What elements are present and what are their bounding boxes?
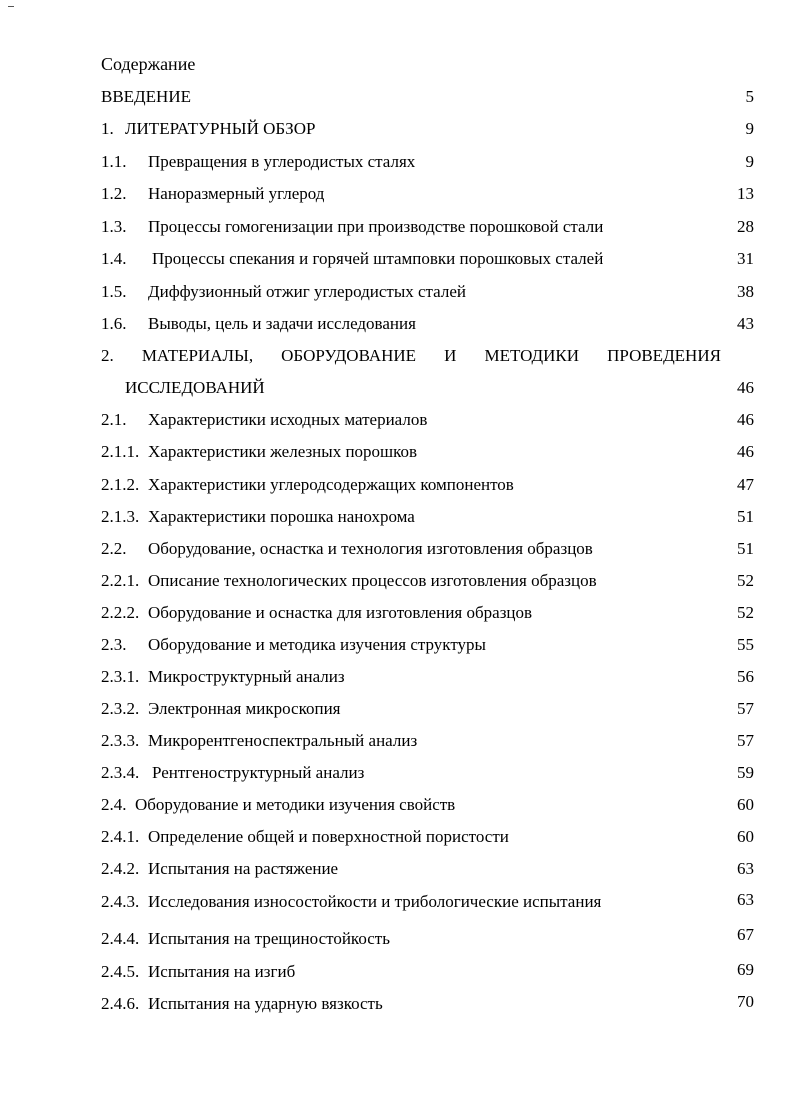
toc-entry-2-line2 bbox=[0, 377, 792, 399]
toc-entry-page: 59 bbox=[737, 763, 754, 782]
toc-entry-number: 2.3.1. bbox=[101, 667, 140, 686]
toc-entry-2-4 bbox=[0, 794, 792, 816]
toc-entry-1-6 bbox=[0, 313, 792, 335]
toc-entry-number: 2. bbox=[101, 346, 114, 365]
toc-entry-title: Характеристики исходных материалов bbox=[148, 410, 428, 429]
toc-entry-title-word: ПРОВЕДЕНИЯ bbox=[607, 346, 721, 365]
toc-entry-page: 60 bbox=[737, 827, 754, 846]
toc-entry-number: 2.1. bbox=[101, 410, 127, 429]
toc-entry-title-word: МАТЕРИАЛЫ, bbox=[141, 346, 254, 365]
toc-entry-2-2-1 bbox=[0, 570, 792, 592]
toc-entry-2-3-2 bbox=[0, 698, 792, 720]
toc-entry-number: 2.2.2. bbox=[101, 603, 140, 622]
toc-entry-2-3-4 bbox=[0, 762, 792, 784]
toc-entry-title: Микроструктурный анализ bbox=[148, 667, 345, 686]
toc-entry-number: 1.4. bbox=[101, 249, 127, 268]
toc-entry-page: 13 bbox=[737, 184, 754, 203]
toc-entry-title: ЛИТЕРАТУРНЫЙ ОБЗОР bbox=[125, 119, 316, 138]
toc-entry-page: 55 bbox=[737, 635, 754, 654]
toc-heading: Содержание bbox=[101, 54, 196, 74]
toc-entry-title: Наноразмерный углерод bbox=[148, 184, 325, 203]
toc-entry-title-word: МЕТОДИКИ bbox=[484, 346, 580, 365]
toc-entry-page: 63 bbox=[737, 890, 754, 909]
toc-entry-number: 1. bbox=[101, 119, 114, 138]
toc-entry-number: 2.3.2. bbox=[101, 699, 140, 718]
toc-entry-page: 46 bbox=[737, 410, 754, 429]
toc-entry-page: 46 bbox=[737, 378, 754, 397]
toc-entry-number: 2.4.3. bbox=[101, 892, 140, 911]
toc-entry-page: 57 bbox=[737, 699, 754, 718]
toc-entry-number: 2.3.3. bbox=[101, 731, 140, 750]
scan-mark bbox=[8, 6, 14, 7]
toc-entry-number: 2.2.1. bbox=[101, 571, 140, 590]
toc-entry-page: 9 bbox=[745, 152, 754, 171]
toc-entry-page: 9 bbox=[745, 119, 754, 138]
toc-entry-page: 5 bbox=[745, 87, 754, 106]
toc-entry-title: Оборудование, оснастка и технология изготовления образцов bbox=[148, 539, 593, 558]
toc-entry-page: 47 bbox=[737, 475, 754, 494]
toc-entry-number: 2.1.2. bbox=[101, 475, 140, 494]
toc-entry-title: Испытания на ударную вязкость bbox=[148, 994, 383, 1013]
toc-entry-title: ВВЕДЕНИЕ bbox=[101, 87, 191, 106]
toc-entry-page: 38 bbox=[737, 282, 754, 301]
toc-entry-2-4-2 bbox=[0, 858, 792, 880]
toc-entry-2-4-6 bbox=[0, 993, 792, 1015]
toc-entry-2-4-3 bbox=[0, 891, 792, 913]
toc-entry-title: Характеристики углеродсодержащих компонентов bbox=[148, 475, 514, 494]
toc-entry-2-3-1 bbox=[0, 666, 792, 688]
toc-entry-page: 60 bbox=[737, 795, 754, 814]
toc-entry-title: Характеристики порошка нанохрома bbox=[148, 507, 415, 526]
toc-entry-1-5 bbox=[0, 281, 792, 303]
toc-entry-title: Определение общей и поверхностной пористости bbox=[148, 827, 509, 846]
toc-entry-number: 1.1. bbox=[101, 152, 127, 171]
toc-entry-page: 70 bbox=[737, 992, 754, 1011]
toc-entry-number: 2.1.1. bbox=[101, 442, 140, 461]
toc-entry-2-3 bbox=[0, 634, 792, 656]
toc-entry-page: 56 bbox=[737, 667, 754, 686]
toc-entry-page: 69 bbox=[737, 960, 754, 979]
toc-entry-title: ИССЛЕДОВАНИЙ bbox=[125, 378, 265, 397]
toc-entry-number: 1.6. bbox=[101, 314, 127, 333]
toc-entry-2-1-3 bbox=[0, 506, 792, 528]
toc-entry-page: 31 bbox=[737, 249, 754, 268]
toc-entry-number: 2.2. bbox=[101, 539, 127, 558]
toc-entry-number: 2.1.3. bbox=[101, 507, 140, 526]
toc-entry-title-word: И bbox=[444, 346, 457, 365]
toc-entry-title-word: ОБОРУДОВАНИЕ bbox=[281, 346, 417, 365]
toc-entry-number: 2.4.1. bbox=[101, 827, 140, 846]
toc-entry-number: 2.4.6. bbox=[101, 994, 140, 1013]
toc-entry-2-1-1 bbox=[0, 441, 792, 463]
toc-entry-1 bbox=[0, 118, 792, 140]
toc-entry-title: Испытания на трещиностойкость bbox=[148, 929, 390, 948]
toc-entry-number: 1.2. bbox=[101, 184, 127, 203]
toc-entry-2-4-1 bbox=[0, 826, 792, 848]
toc-entry-1-1 bbox=[0, 151, 792, 173]
toc-entry-title: Характеристики железных порошков bbox=[148, 442, 418, 461]
toc-entry-title: Процессы гомогенизации при производстве порошковой стали bbox=[148, 217, 604, 236]
toc-entry-2-2-2 bbox=[0, 602, 792, 624]
toc-entry-2-3-3 bbox=[0, 730, 792, 752]
toc-entry-title: Оборудование и оснастка для изготовления образцов bbox=[148, 603, 533, 622]
toc-entry-title: Описание технологических процессов изготовления образцов bbox=[148, 571, 597, 590]
toc-entry-1-3 bbox=[0, 216, 792, 238]
toc-entry-title: Рентгеноструктурный анализ bbox=[152, 763, 365, 782]
toc-entry-page: 28 bbox=[737, 217, 754, 236]
toc-entry-number: 2.4.4. bbox=[101, 929, 140, 948]
toc-entry-2-2 bbox=[0, 538, 792, 560]
toc-entry-page: 46 bbox=[737, 442, 754, 461]
toc-entry-page: 51 bbox=[737, 507, 754, 526]
toc-entry-page: 67 bbox=[737, 925, 754, 944]
toc-entry-title: Электронная микроскопия bbox=[148, 699, 341, 718]
toc-entry-2-4-4 bbox=[0, 925, 792, 950]
toc-entry-number: 2.4.5. bbox=[101, 962, 140, 981]
toc-entry-page: 52 bbox=[737, 603, 754, 622]
toc-entry-2-1 bbox=[0, 409, 792, 431]
toc-entry-number: 2.4.2. bbox=[101, 859, 140, 878]
toc-entry-title: Оборудование и методики изучения свойств bbox=[135, 795, 456, 814]
toc-entry-page: 43 bbox=[737, 314, 754, 333]
toc-entry-title: Испытания на изгиб bbox=[148, 962, 296, 981]
toc-entry-page: 51 bbox=[737, 539, 754, 558]
toc-entry-title: Микрорентгеноспектральный анализ bbox=[148, 731, 418, 750]
toc-entry-title: Процессы спекания и горячей штамповки порошковых сталей bbox=[152, 249, 604, 268]
toc-entry-number: 2.3.4. bbox=[101, 763, 140, 782]
toc-entry-number: 2.4. bbox=[101, 795, 127, 814]
toc-entry-introduction bbox=[0, 86, 792, 108]
toc-entry-page: 57 bbox=[737, 731, 754, 750]
toc-entry-2-1-2 bbox=[0, 474, 792, 496]
toc-entry-title: Испытания на растяжение bbox=[148, 859, 339, 878]
toc-entry-number: 2.3. bbox=[101, 635, 127, 654]
toc-entry-title: Оборудование и методика изучения структуры bbox=[148, 635, 486, 654]
toc-entry-2-line1 bbox=[101, 345, 721, 367]
toc-entry-title: Исследования износостойкости и трибологические испытания bbox=[148, 892, 602, 911]
toc-entry-title: Превращения в углеродистых сталях bbox=[148, 152, 416, 171]
toc-entry-2-4-5 bbox=[0, 961, 792, 983]
toc-entry-1-4 bbox=[0, 248, 792, 270]
toc-entry-number: 1.5. bbox=[101, 282, 127, 301]
toc-entry-number: 1.3. bbox=[101, 217, 127, 236]
toc-entry-page: 52 bbox=[737, 571, 754, 590]
toc-entry-title: Диффузионный отжиг углеродистых сталей bbox=[148, 282, 467, 301]
toc-entry-title: Выводы, цель и задачи исследования bbox=[148, 314, 416, 333]
toc-entry-1-2 bbox=[0, 183, 792, 205]
toc-entry-page: 63 bbox=[737, 859, 754, 878]
